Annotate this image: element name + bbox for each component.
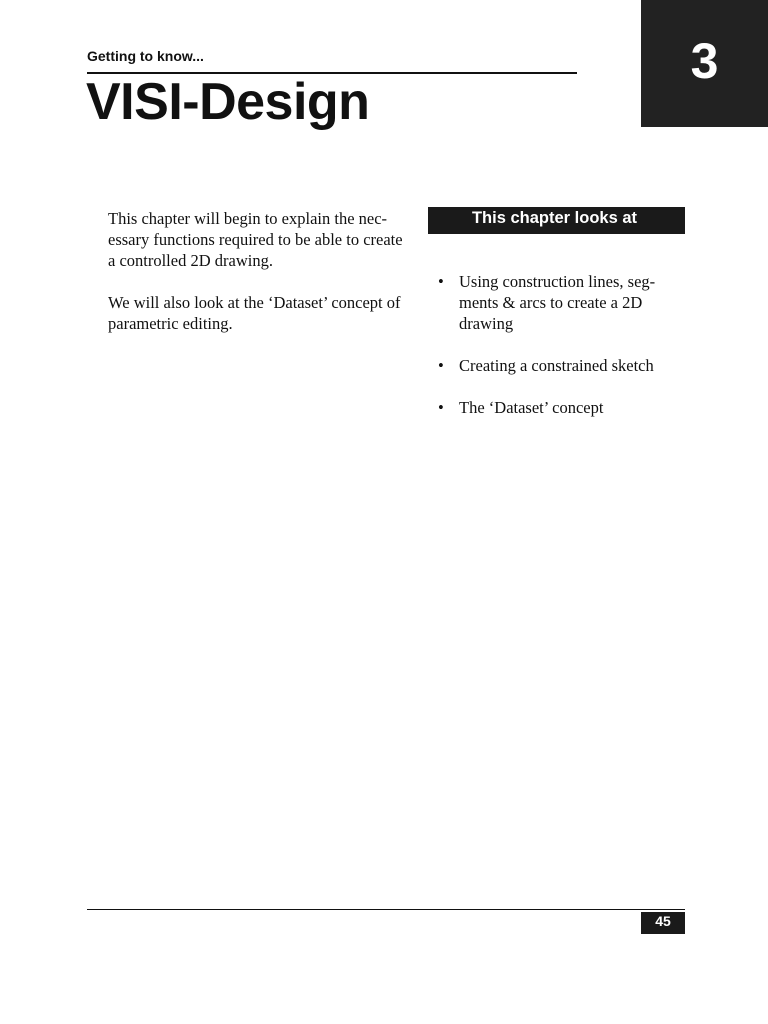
intro-paragraph: We will also look at the ‘Dataset’ concept of parametric editing. bbox=[108, 293, 401, 333]
bullet-icon: • bbox=[438, 398, 444, 417]
list-item-text: Using construction lines, seg-ments & arcs to create a 2D drawing bbox=[459, 272, 656, 333]
footer-divider bbox=[87, 909, 685, 910]
bullet-icon: • bbox=[438, 356, 444, 375]
list-item bbox=[438, 397, 678, 418]
chapter-topics-list bbox=[438, 271, 678, 439]
intro-text bbox=[108, 208, 413, 355]
chapter-looks-at-heading: This chapter looks at bbox=[428, 207, 685, 234]
kicker-text: Getting to know... bbox=[87, 48, 204, 64]
list-item-text: The ‘Dataset’ concept bbox=[459, 398, 604, 417]
page-title: VISI-Design bbox=[86, 73, 370, 131]
list-item-text: Creating a constrained sketch bbox=[459, 356, 654, 375]
chapter-number-tab bbox=[641, 0, 768, 127]
intro-paragraph: This chapter will begin to explain the nec-essary functions required to be able to create a controlled 2D drawing. bbox=[108, 209, 403, 270]
bullet-icon: • bbox=[438, 272, 444, 291]
list-item bbox=[438, 355, 678, 376]
chapter-number: 3 bbox=[690, 32, 719, 89]
page-number: 45 bbox=[641, 912, 685, 934]
list-item bbox=[438, 271, 678, 334]
